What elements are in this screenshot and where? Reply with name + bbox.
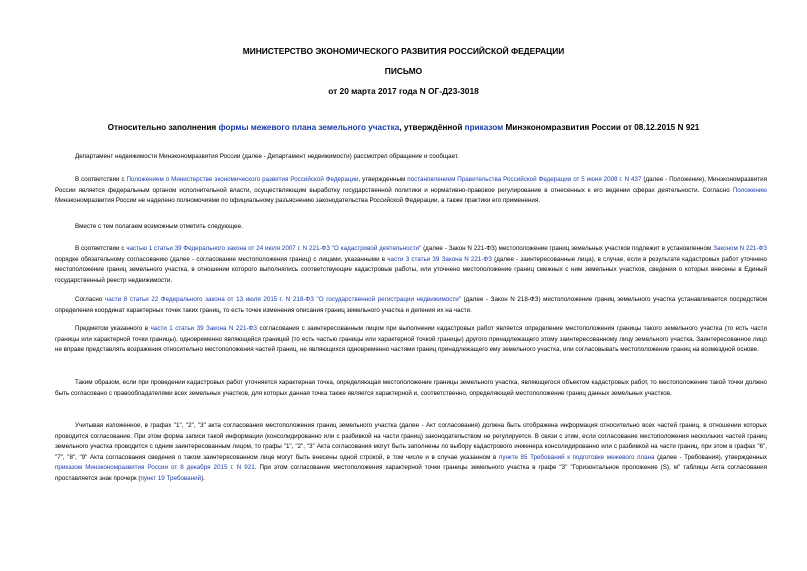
paragraph-6 bbox=[55, 324, 767, 356]
paragraph-3 bbox=[55, 222, 767, 233]
paragraph-2 bbox=[55, 175, 767, 207]
subject-link-order[interactable]: приказом bbox=[464, 123, 504, 132]
paragraph-text: (далее - Закон N 221-ФЗ) местоположение границ земельных участков подлежит в установленном bbox=[421, 245, 714, 252]
paragraph-8 bbox=[55, 421, 767, 484]
link-law-221-art39-p3[interactable]: части 3 статьи 39 Закона N 221-ФЗ bbox=[387, 255, 492, 263]
paragraph-text: (далее - Закон N 218-ФЗ) местоположение границ земельного участка устанавливается посредством определения координат характерных точек таких границ, то есть точек изменения описания границ земельного участка и деления их на части. bbox=[55, 296, 767, 314]
paragraph-text: В соответствии с bbox=[75, 176, 127, 183]
paragraph-4 bbox=[55, 244, 767, 286]
paragraph-7 bbox=[55, 378, 767, 399]
subject-text: Минэкономразвития России от 08.12.2015 N 921 bbox=[503, 123, 700, 132]
paragraph-text: , утвержденным bbox=[358, 176, 408, 183]
link-regulation[interactable]: Положением о Министерстве экономического развития Российской Федерации bbox=[126, 176, 359, 183]
paragraph-5 bbox=[55, 295, 767, 316]
link-government-decree[interactable]: постановлением Правительства Российской Федерации от 5 июня 2008 г. N 437 bbox=[407, 176, 642, 183]
paragraph-text: Департамент недвижимости Минэкономразвития России (далее - Департамент недвижимости) рассмотрел обращение и сообщает. bbox=[75, 153, 459, 160]
subject-link-form[interactable]: формы межевого плана земельного участка bbox=[218, 123, 400, 132]
document-subject bbox=[0, 123, 807, 132]
link-requirements-p19[interactable]: пункт 19 Требований bbox=[140, 474, 202, 482]
paragraph-text: Учитывая изложенное, в графах "1", "2", "3" акта согласования местоположения границ земельного участка (далее - Акт согласования) должна быть отображена информация относительно всех частей границ, в отношении которых проводится согласование. При этом форма записи такой информации (консолидированно или с разбивкой на части границ) законодательством не регулируется. В связи с этим, если согласование местоположения нескольких частей границ земельного участка проводится с одним заинтересованным лицом, то графы "1", "2", "3" Акта согласования могут быть заполнены по выбору кадастрового инженера консолидированно или с разбивкой на части границ, при этом в графах "6", "7", "8", "9" Акта согласования сведения о таком заинтересованном лице могут быть внесены одной строкой, в том числе и в случае указанном в bbox=[55, 422, 767, 461]
link-law-221[interactable]: Законом N 221-ФЗ bbox=[713, 245, 768, 252]
link-order-921[interactable]: приказом Минэкономразвития России от 8 декабря 2015 г. N 921 bbox=[55, 464, 255, 471]
link-law-218-art22[interactable]: части 8 статьи 22 Федерального закона от 13 июля 2015 г. N 218-ФЗ "О государственной регистрации недвижимости" bbox=[104, 296, 461, 303]
paragraph-text: (далее - Положение), Минэкономразвития России является федеральным органом исполнительной власти, осуществляющим выработку государственной политики и нормативно-правовое регулирование в отнесенных к его ведении сферах деятельности. Согласно bbox=[55, 176, 767, 194]
link-law-221-art39-p1[interactable]: частью 1 статьи 39 Федерального закона от 24 июля 2007 г. N 221-ФЗ "О кадастровой деятельности" bbox=[126, 245, 422, 252]
paragraph-text: Предметом указанного в bbox=[75, 325, 151, 332]
link-regulation-short[interactable]: Положению bbox=[732, 186, 767, 194]
document-type: ПИСЬМО bbox=[384, 66, 423, 76]
ministry-heading: МИНИСТЕРСТВО ЭКОНОМИЧЕСКОГО РАЗВИТИЯ РОССИЙСКОЙ ФЕДЕРАЦИИ bbox=[242, 46, 565, 56]
paragraph-text: ). bbox=[201, 474, 205, 482]
link-requirements-p85[interactable]: пункте 85 Требований к подготовке межевого плана bbox=[498, 453, 655, 461]
paragraph-text: Согласно bbox=[75, 296, 105, 303]
paragraph-text: (далее - заинтересованные лица), в случае, если в результате кадастровых работ уточнено местоположение границ земельного участка, в отношении которого выполнялись соответствующие кадастровые работы, или уточнено местоположение границ смежных с ним земельных участков, сведения о которых внесены в Единый государственный реестр недвижимости. bbox=[55, 255, 768, 284]
paragraph-text: (далее - Требования), утвержденных bbox=[654, 453, 768, 461]
paragraph-text: Вместе с тем полагаем возможным отметить следующее. bbox=[75, 223, 243, 230]
paragraph-text: согласования с заинтересованным лицом при выполнении кадастровых работ является определение местоположения границы такого земельного участка (то есть части границы или характерной точки границы), одновременно являющейся границей (то есть частью границы или характерной точкой границы) другого принадлежащего этому заинтересованному лицу земельного участка. Заинтересованное лицо не вправе представлять возражения относительно местоположения частей границ, не являющихся одновременно частями границ принадлежащего ему земельного участка, или согласовывать местоположение границ на возмездной основе. bbox=[55, 325, 767, 353]
paragraph-text: порядке обязательному согласованию (далее - согласование местоположения границ) с лицами, указанными в bbox=[55, 255, 388, 263]
paragraph-text: Таким образом, если при проведении кадастровых работ уточняется характерная точка, определяющая местоположение границы земельного участка, являющегося объектом кадастровых работ, то местоположение такой точки должно быть согласовано с правообладателями всех земельных участков, для которых данная точка также является характерной и, соответственно, определяющей местоположение границ данных земельных участков. bbox=[55, 379, 767, 397]
paragraph-1 bbox=[55, 152, 767, 163]
paragraph-text: Минэкономразвития России не наделено полномочиями по официальному разъяснению законодательства Российской Федерации, а также практики его применения. bbox=[55, 197, 540, 204]
paragraph-text: В соответствии с bbox=[75, 245, 127, 252]
date-number: от 20 марта 2017 года N ОГ-Д23-3018 bbox=[328, 86, 479, 96]
subject-text: , утверждённой bbox=[399, 123, 465, 132]
paragraph-text: . При этом согласование местоположения характерной точки границы земельного участка в графе "3" "Горизонтальное проложение (S), м" таблицы Акта согласования проставляется знак прочерк ( bbox=[55, 464, 768, 482]
link-law-221-art39[interactable]: части 1 статьи 39 Закона N 221-ФЗ bbox=[150, 325, 258, 332]
subject-text: Относительно заполнения bbox=[107, 123, 219, 132]
